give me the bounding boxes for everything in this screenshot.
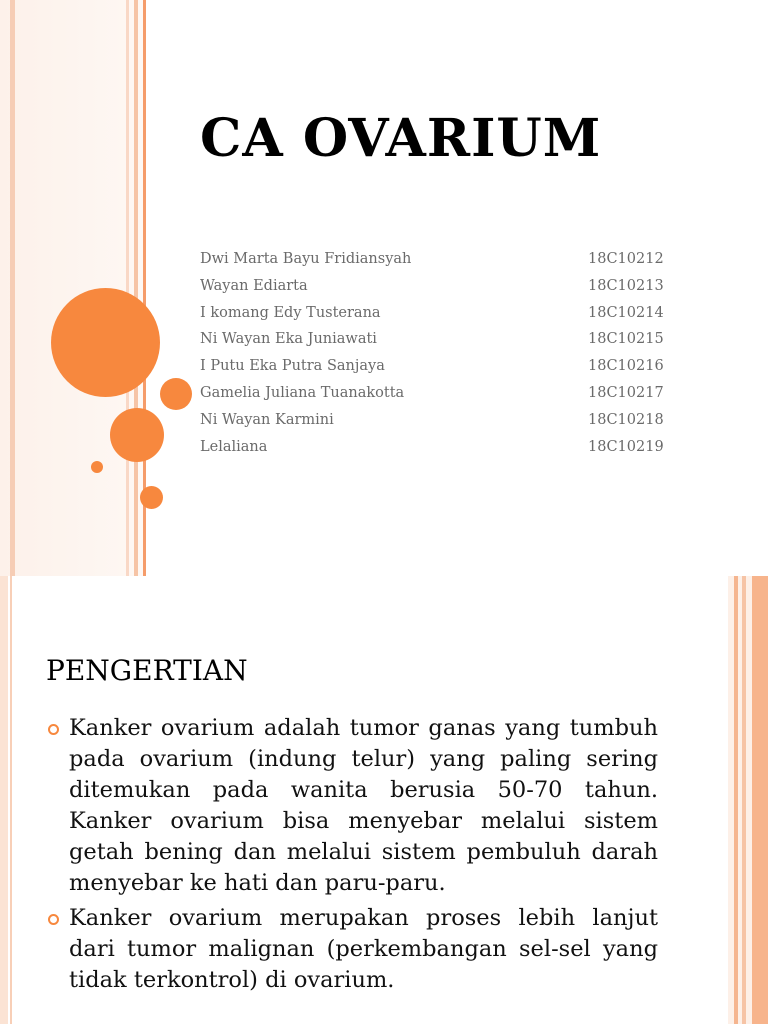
member-row bbox=[200, 407, 670, 434]
member-name: Ni Wayan Karmini bbox=[200, 411, 334, 428]
bullet-circle-icon bbox=[48, 724, 59, 735]
member-name: Ni Wayan Eka Juniawati bbox=[200, 331, 377, 348]
member-row bbox=[200, 300, 670, 327]
decor-stripe bbox=[126, 0, 129, 576]
bullet-text: Kanker ovarium merupakan proses lebih lanjut dari tumor malignan (perkembangan sel-sel yang tidak terkontrol) di ovarium. bbox=[69, 905, 658, 993]
member-row bbox=[200, 326, 670, 353]
decor-stripe bbox=[134, 0, 138, 576]
member-id: 18C10217 bbox=[588, 384, 664, 401]
member-row bbox=[200, 380, 670, 407]
section-heading: PENGERTIAN bbox=[46, 654, 248, 687]
member-name: Lelaliana bbox=[200, 438, 268, 455]
bullet-text: Kanker ovarium adalah tumor ganas yang tumbuh pada ovarium (indung telur) yang paling sering ditemukan pada wanita berusia 50-70 tahun. Kanker ovarium bisa menyebar melalui sistem getah bening dan melalui sistem pembuluh darah menyebar ke hati dan paru-paru. bbox=[69, 715, 658, 896]
member-name: Wayan Ediarta bbox=[200, 277, 308, 294]
member-name: Dwi Marta Bayu Fridiansyah bbox=[200, 251, 412, 267]
decor-circle-small bbox=[140, 486, 163, 509]
decor-stripe bbox=[10, 0, 15, 576]
decor-stripe bbox=[752, 576, 768, 1024]
member-row bbox=[200, 353, 670, 380]
member-id: 18C10218 bbox=[588, 411, 664, 428]
decor-circle-medium bbox=[110, 408, 164, 462]
slide-title: CA OVARIUM bbox=[200, 108, 602, 169]
member-id: 18C10216 bbox=[588, 358, 664, 375]
left-decor-panel bbox=[0, 0, 145, 576]
member-id: 18C10214 bbox=[588, 304, 664, 321]
member-name: Gamelia Juliana Tuanakotta bbox=[200, 384, 405, 401]
bullet-item bbox=[46, 903, 658, 996]
decor-stripe bbox=[0, 576, 8, 1024]
member-row bbox=[200, 246, 670, 273]
member-name: I Putu Eka Putra Sanjaya bbox=[200, 358, 385, 375]
member-id: 18C10219 bbox=[588, 438, 664, 455]
decor-stripe bbox=[734, 576, 738, 1024]
member-id: 18C10213 bbox=[588, 277, 664, 294]
bullet-circle-icon bbox=[48, 914, 59, 925]
bullet-item bbox=[46, 713, 658, 899]
member-id: 18C10215 bbox=[588, 331, 664, 348]
bullet-list bbox=[46, 713, 658, 1000]
decor-stripe bbox=[10, 576, 12, 1024]
member-id: 18C10212 bbox=[588, 251, 664, 267]
decor-stripe bbox=[742, 576, 746, 1024]
member-row bbox=[200, 273, 670, 300]
decor-circle-tiny bbox=[91, 461, 103, 473]
member-row bbox=[200, 434, 670, 461]
member-name: I komang Edy Tusterana bbox=[200, 304, 381, 321]
decor-circle-medium bbox=[160, 378, 192, 410]
member-list bbox=[200, 246, 670, 460]
decor-circle-large bbox=[51, 288, 160, 397]
